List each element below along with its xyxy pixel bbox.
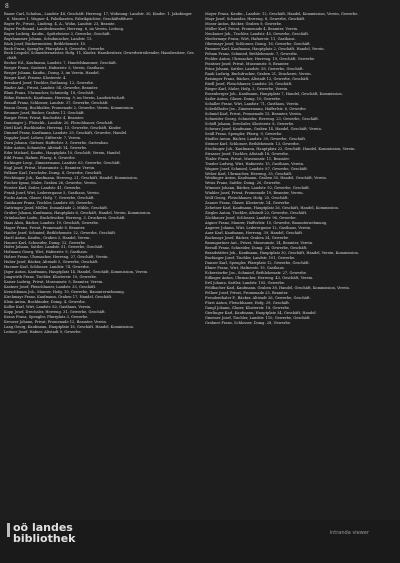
directory-entry: Burger Peter, Privat, Bischofstr. 4, Beamter. (4, 115, 84, 120)
directory-entry: Stadler Anton, Bäcker, Landstr. 39, Gewerbe, Geschäft. (205, 136, 307, 141)
directory-entry: Doppler Josef, Lehrer, Stifterstr. 7, Verein. (4, 135, 82, 140)
directory-entry: Eder Anton, Schneider, Altstadt 14, Gewerbe. (4, 145, 88, 150)
directory-entry: Zöchbauer Josef, Schlosser, Landstr. 96, Gewerbe. (205, 216, 297, 221)
page-number: 8 (5, 3, 9, 10)
directory-entry: Schaller Franz, Wirt, Landstr. 71, Gasthaus, Verein. (205, 101, 300, 106)
directory-entry: Müller Karl, Privat, Promenade 4, Beamter, Verein. (205, 26, 299, 31)
directory-entry: Sailer Anton, Glaser, Domg. 10, Gewerbe. (205, 96, 282, 101)
directory-entry: Jäger Anton, Kaufmann, Hauptplatz 14, Handel, Geschäft, Kommission, Verein. (4, 270, 149, 275)
directory-entry: Obermayr Josef, Schlosser, Domg. 16, Gewerbe, Geschäft. (205, 41, 311, 46)
directory-entry: Fischer Ignaz, Maler, Graben 26, Gewerbe, Verein. (4, 180, 97, 185)
directory-entry: Reisinger Franz, Bäcker, Altstadt 12, Gewerbe, Geschäft. (205, 76, 310, 81)
directory-entry: Fürst Anton, Fleischhauer, Hofg. 29, Geschäft. (205, 301, 290, 306)
directory-entry: Bauer Carl, Schuhm., Landstr. 48, Geschäft: Herreng. 17, Wohnung: Landstr. 30, Kinder: 1. Jakobinger 6, Maurer 1, Wagner 4, Fabrikanten, Fabrikpächter, Geschäftsführer. (4, 12, 192, 21)
directory-entry: Bayrhammer Johann, Schuhmacher, Landstr. 13. (4, 36, 93, 41)
directory-entry: Grabner Franz, Schlosser, Domg. 28, Gewerbe. (205, 321, 292, 326)
directory-entry: Rosenberger Joh., Kaufmann, Hauptplatz 7, Handel, Geschäft, Kommission. (205, 91, 343, 96)
directory-entry: Dietl Karl, Buchbinder, Herreng. 15, Gewerbe, Geschäft, Kinder. (4, 125, 122, 130)
directory-entry: Scheiblhofer Jos., Zimmermann, Hafferlstr. 6, Gewerbe. (205, 106, 307, 111)
directory-entry: Feichtinger Joh., Kaufmann, Herreng. 21, Geschäft, Handel, Kommission. (4, 175, 138, 180)
directory-entry: Berger Johann, Kaufm., Domg. 3, im Verein, Handel. (4, 71, 100, 76)
directory-entry: Beck Leopold, Schneidermeister, Hofg. 11, Kinder, Hausbesitzer, Gewerbetreibender, Hausbesitzer, Geschäft. (4, 51, 194, 61)
directory-entry: Mayr Josef, Schneider, Herreng. 8, Gewerbe, Geschäft. (205, 16, 306, 21)
directory-entry: Schwarz Josef, Kaufmann, Graben 14, Handel, Geschäft, Verein. (205, 126, 322, 131)
logo-line-2: bibliothek (13, 532, 76, 545)
directory-entry: Eibl Franz, Hafner, Pfarrg. 6, Gewerbe. (4, 155, 76, 160)
directory-entry: Rieger Karl, Maler, Hofg. 3, Gewerbe, Verein. (205, 86, 289, 91)
directory-entry: Berger Franz, Gastwirt, Hafnerstr. 5, Verein, Gasthaus. (4, 66, 105, 71)
directory-entry: Buchinger Josef, Tischler, Landstr. 101, Gewerbe. (205, 256, 296, 261)
directory-entry: Falkner Karl, Drechsler, Domg. 8, Gewerbe, Geschäft. (4, 170, 103, 175)
directory-entry: Brandl Franz, Schlosser, Landstr. 37, Gewerbe, Geschäft. (4, 100, 109, 105)
directory-entry: Haas Alois, Bäcker, Landstr. 19, Geschäft, Gewerbe. (4, 220, 100, 225)
directory-entry: Gmeiner Josef, Tischler, Landstr. 110, Gewerbe, Geschäft. (205, 316, 311, 321)
directory-entry: Winkler Josef, Privat, Promenade 19, Beamter, Verein. (205, 191, 304, 196)
directory-entry: Wagner Josef, Schmied, Landstr. 87, Gewerbe, Geschäft. (205, 166, 309, 171)
directory-entry: Edlinger Anton, Uhrmacher, Herreng. 43, Geschäft, Verein. (205, 276, 314, 281)
directory-entry: Schneider Georg, Schneider, Herreng. 23, Gewerbe, Geschäft. (205, 116, 319, 121)
directory-entry: Ebner Franz, Wirt, Hafnerstr. 19, Gasthaus. (205, 266, 285, 271)
directory-entry: Stockinger Joh., Kaufmann, Hauptplatz 22, Geschäft, Handel, Kommission, Verein. (205, 146, 356, 151)
directory-entry: Raab Ludwig, Buchdrucker, Graben 21, Druckerei, Verein. (205, 71, 312, 76)
directory-entry: Neubauer Joh., Tischler, Landstr. 45, Gewerbe, Geschäft. (205, 31, 310, 36)
directory-entry: Brunner Josef, Bäcker, Graben 11, Geschäft. (4, 110, 85, 115)
directory-entry: Leitner Josef, Hafner, Altstadt 9, Gewerbe. (4, 330, 82, 335)
directory-entry: Kreuzer Johann, Privat, Promenade 12, Beamter, Verein. (4, 320, 107, 325)
directory-entry: Huemer Karl, Schlosser, Landstr. 74, Gewerbe. (4, 265, 90, 270)
directory-entry: Mayer Franz, Kaufm., Landstr. 12, Geschäft, Handel, Kommission, Verein, Gewerbe. (205, 12, 359, 16)
directory-entry: Beck Franz, Spengler, Pfarrplatz 8, Gewerbe, Gewerbe. (4, 46, 106, 51)
directory-entry: Zauner Franz, Glaser, Klosterstr. 14, Gewerbe. (205, 201, 291, 206)
directory-entry: Forster Karl, Seiler, Landstr. 41, Gewerbe. (4, 185, 82, 190)
directory-entry: Gaisbauer Franz, Tischler, Landstr. 68, Gewerbe. (4, 200, 94, 205)
directory-entry: Gattringer Josef, Müller, Donaulände 2, Mühle, Geschäft. (4, 205, 109, 210)
directory-entry: Hofmann Georg, Wirt, Hafnerstr. 9, Gasthaus. (4, 250, 88, 255)
directory-entry: Jungwirth Franz, Tischler, Klosterstr. 10, Gewerbe. (4, 275, 98, 280)
directory-entry: Becker Ed., Kaufmann, Landstr. 7, Handelskammer, Geschäft. (4, 61, 117, 66)
directory-entry: Klein Anton, Buchbinder, Domg. 4, Gewerbe. (4, 300, 86, 305)
directory-entry: Kastner Josef, Fleischhauer, Landstr. 33, Geschäft. (4, 285, 97, 290)
directory-entry: Lang Georg, Kaufmann, Hauptplatz 18, Geschäft, Handel, Kommission. (4, 325, 134, 330)
directory-entry: Feldbacher Karl, Kaufmann, Graben 38, Handel, Geschäft, Kommission, Verein. (205, 286, 351, 291)
directory-entry: Eder Michael, Kaufm., Hauptplatz 10, Geschäft, Verein, Handel. (4, 150, 122, 155)
directory-entry: Hager Franz, Privat, Promenade 8, Beamter. (4, 225, 86, 230)
directory-entry: Frank Josef, Wirt, Lederergasse 5, Gasthaus, Verein. (4, 190, 100, 195)
directory-entry: Böhm Heinrich, Kaufmann, Herreng. 9, im Verein, Landwirtschaft. (4, 95, 126, 100)
directory-entry: Baumgartner Ant., Privat, Museumstr. 14, Beamter, Verein. (205, 241, 314, 246)
directory-entry: Koller Karl, Wirt, Landstr. 82, Gasthaus, Verein. (4, 305, 92, 310)
directory-entry: Weiss Franz, Sattler, Domg. 20, Gewerbe. (205, 181, 282, 186)
directory-entry: Freudenthaler F., Bäcker, Altstadt 26, Gewerbe, Geschäft. (205, 296, 311, 301)
directory-entry: Bernhard Josef, Tischler, Rathausg. 12, Gewerbe. (4, 81, 95, 85)
directory-entry: Bachmayr Josef, Bäcker, Graben 34, Gewerbe. (205, 236, 290, 241)
directory-entry: Holzer Franz, Uhrmacher, Herreng. 27, Geschäft, Verein. (4, 255, 109, 260)
directory-entry: Moser Anton, Bäcker, Graben 9, Gewerbe. (205, 21, 283, 26)
directory-entry: Traxler Ludwig, Wirt, Hafnerstr. 15, Gasthaus, Verein. (205, 161, 305, 166)
directory-entry: Danzer Karl, Spengler, Pfarrplatz 12, Gewerbe, Geschäft. (205, 261, 310, 266)
directory-entry: Wimmer Johann, Bäcker, Landstr. 92, Gewerbe, Geschäft. (205, 186, 311, 191)
directory-entry: Kirchmayr Franz, Kaufmann, Graben 17, Handel, Geschäft. (4, 295, 113, 300)
directory-entry: Pointner Josef, Privat, Museumstr. 8, Beamter. (205, 61, 290, 66)
directory-entry: Eckerstorfer Jos., Schmied, Bethlehemstr. 27, Gewerbe. (205, 271, 307, 276)
directory-entry: Pammer Karl, Kaufmann, Hauptplatz 2, Geschäft, Handel, Verein. (205, 46, 325, 51)
viewer-label[interactable]: intranda viewer (329, 530, 369, 536)
directory-entry: Huber Josef, Bäcker, Altstadt 5, Gewerbe, Geschäft. (4, 260, 99, 265)
directory-entry: Zehetner Karl, Kaufmann, Hauptplatz 26, Geschäft, Handel, Kommission. (205, 206, 339, 211)
directory-entry: Seidl Franz, Spengler, Pfarrg. 9, Gewerbe. (205, 131, 283, 136)
directory-entry: Engl Josef, Privat, Museumstr. 2, Beamter, Verein. (4, 165, 96, 170)
directory-entry: Fellner Josef, Privat, Promenade 23, Beamter. (205, 291, 289, 296)
directory-entry: Angerer Johann, Wirt, Lederergasse 12, Gasthaus, Verein. (205, 226, 312, 231)
directory-entry: Hofer Johann, Sattler, Landstr. 51, Gewerbe, Geschäft. (4, 245, 104, 250)
directory-entry: Weidinger Anton, Kaufmann, Graben 30, Handel, Geschäft, Verein. (205, 176, 327, 181)
directory-entry: Strasser Josef, Tischler, Altstadt 18, Gewerbe. (205, 151, 289, 156)
directory-entry: Auer Karl, Kaufmann, Herreng. 39, Handel, Geschäft. (205, 231, 304, 236)
directory-entry: Grünbacher Ludw., Buchdrucker, Herreng. 3, Druckerei, Geschäft. (4, 215, 126, 220)
directory-entry: Hartl Anton, Kaufm., Graben 3, Handel, Verein. (4, 235, 91, 240)
directory-entry: Braun Georg, Buchhalter, Promenade 2, Gewerbe, Verein, Kommission. (4, 105, 135, 110)
left-column (4, 12, 194, 512)
directory-entry: Niedermayr Franz, Wirt, Hafnerstr. 11, Gasthaus. (205, 36, 296, 41)
directory-entry: Pichler Anton, Uhrmacher, Herreng. 19, Geschäft, Gewerbe. (205, 56, 316, 61)
directory-entry: Binder Ant., Privat, Landstr. 54, Gewerbe, Beamter. (4, 85, 99, 90)
directory-entry: Steiner Karl, Schlosser, Bethlehemstr. 13, Gewerbe. (205, 141, 300, 146)
directory-entry: Ertl Johann, Sattler, Landstr. 105, Gewerbe. (205, 281, 286, 286)
directory-entry: Wolf Georg, Fleischhauer, Hofg. 25, Geschäft. (205, 196, 289, 201)
library-logo[interactable] (13, 522, 75, 544)
directory-entry: Blum Franz, Uhrmacher, Schmiedg. 18, Geschäft. (4, 90, 95, 95)
directory-entry: Dimmel Franz, Kaufmann, Landstr. 29, Geschäft, Gewerbe, Handel. (4, 130, 128, 135)
directory-entry: Hauser Karl, Schneider, Domg. 12, Gewerbe. (4, 240, 87, 245)
directory-entry: Haider Josef, Schmied, Bethlehemstr. 22, Gewerbe, Geschäft. (4, 230, 117, 235)
footer-bar (0, 520, 400, 563)
directory-entry: Danninger J., Fleischh., Landstr. 20, Fleischhauer, Geschäft. (4, 120, 114, 125)
directory-entry: Riedl Josef, Fleischhauer, Landstr. 26, Geschäft. (205, 81, 293, 86)
directory-entry: Weber Karl, Uhrmacher, Herreng. 35, Geschäft. (205, 171, 293, 176)
directory-entry: Gierlinger Karl, Kaufmann, Hauptplatz 34, Geschäft, Handel. (205, 311, 317, 316)
directory-entry: Kraus Franz, Spengler, Pfarrplatz 3, Gewerbe. (4, 315, 89, 320)
directory-entry: Schmid Karl, Privat, Promenade 15, Beamter, Verein. (205, 111, 303, 116)
directory-entry: Kopp Josef, Drechsler, Herreng. 31, Gewerbe, Geschäft. (4, 310, 106, 315)
directory-entry: Dorn Johann, Gärtner, Hafferlstr. 3, Gewerbe, Gartenbau. (4, 140, 109, 145)
directory-entry: Kaiser Ludwig, Privat, Museumstr. 5, Beamter, Verein. (4, 280, 104, 285)
directory-entry: Gruber Johann, Kaufmann, Hauptplatz 6, Geschäft, Handel, Verein, Kommission. (4, 210, 152, 215)
directory-entry: Schöfl Johann, Drechsler, Klosterstr. 8, Gewerbe. (205, 121, 295, 126)
directory-entry: Bayer Fr., Privat., Lindeng. 4, A., Wohn. Landstr. 23, Beamte. (4, 21, 116, 26)
directory-entry: Thaler Franz, Privat, Museumstr. 11, Beamter. (205, 156, 290, 161)
directory-entry: Bayer Ferdinand, Landesbeamter, Herreng. 6, im Verein, Leitung. (4, 26, 125, 31)
directory-entry: Brandstätter Joh., Kaufmann, Hauptplatz 30, Geschäft, Handel, Verein, Kommission. (205, 251, 359, 256)
directory-entry: Bäck Josef, Bäckermeister, Bethlehemstr. 18. (4, 41, 86, 46)
directory-entry: Bayer Ludwig, Kaufm., Spittelwiese 3, Gewerbe, Geschäft. (4, 31, 111, 36)
directory-entry: Berndl Franz, Schneider, Domg. 24, Gewerbe, Geschäft. (205, 246, 308, 251)
directory-entry: Kerschbaum Joh., Maurer, Hofg. 19, Gewerbe, Bauunternehmung. (4, 290, 125, 295)
directory-entry: Prinz Johann, Sattler, Landstr. 58, Gewerbe, Geschäft. (205, 66, 304, 71)
directory-entry: Ziegler Anton, Tischler, Altstadt 22, Gewerbe, Geschäft. (205, 211, 308, 216)
directory-entry: Eichinger Leop., Zimmermann, Landstr. 63, Gewerbe, Geschäft. (4, 160, 121, 165)
directory-entry: Gangl Johann, Glaser, Klosterstr. 18, Gewerbe. (205, 306, 291, 311)
directory-entry: Berger Karl, Friseur, Klosterstr. 4. (4, 76, 67, 81)
directory-entry: Peham Franz, Schmied, Bethlehemstr. 7, Gewerbe. (205, 51, 298, 56)
library-logo-icon (7, 523, 10, 537)
right-column (205, 12, 395, 512)
directory-entry: Fuchs Anton, Glaser, Hofg. 7, Gewerbe, Geschäft. (4, 195, 95, 200)
logo-line-1: oö landes (13, 521, 73, 534)
directory-entry: Aigner Franz, Maurer, Hafferlstr. 10, Gewerbe, Bauunternehmung. (205, 221, 328, 226)
